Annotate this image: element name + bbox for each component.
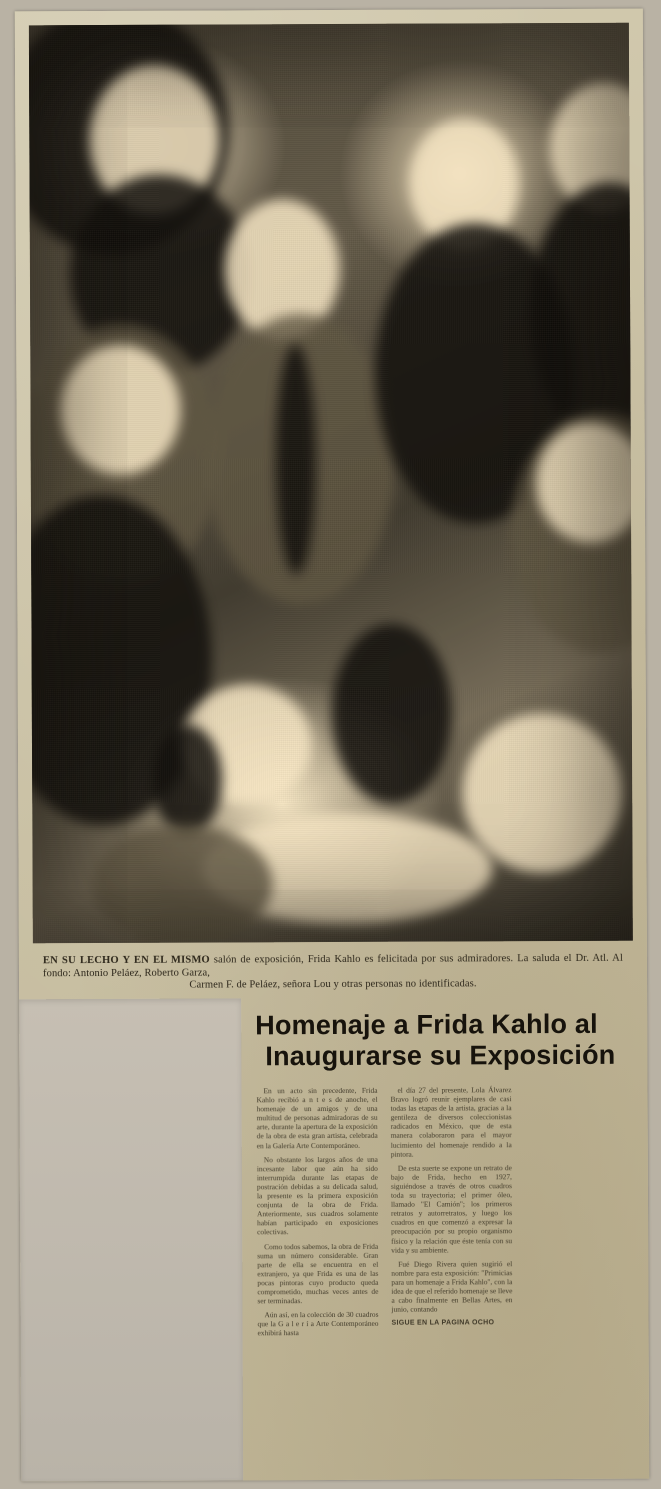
caption-rest: salón de exposición, Frida Kahlo es felicitada por sus admiradores. La saluda el Dr. Atl. Al fondo: Antonio Peláez, Roberto Garza,: [42, 952, 623, 979]
frida-kahlo-exhibition-photograph: [29, 23, 633, 944]
article-column-2: [390, 1085, 512, 1342]
headline-line-1: Homenaje a Frida Kahlo al: [255, 1008, 598, 1041]
article: [247, 1009, 640, 1343]
headline-line-2: Inaugurarse su Exposición: [265, 1039, 616, 1072]
article-columns: [247, 1085, 640, 1343]
caption-line3: Carmen F. de Peláez, señora Lou y otras personas no identificadas.: [189, 978, 477, 991]
paragraph: De esta suerte se expone un retrato de bajo de Frida, hecho en 1927, siguiéndose a través de otros cuadros toda su trayectoria; el primer óleo, llamado "El Camión"; los primeros retratos y autorretratos, y luego los cuadros en que comenzó a expresar la preocupación por su propio organismo físico y la relación que éste tenía con su vida y su ambiente.: [390, 1162, 513, 1255]
continuation-note: SIGUE EN LA PAGINA OCHO: [391, 1319, 495, 1327]
paragraph: No obstante los largos años de una incesante labor que aún ha sido interrumpida durante las etapas de postración debidas a su delicada salud, la presente es la primera exposición conjunta de la obra de Frida. Anteriormente, sus cuadros solamente habían participado en exposiciones colectivas.: [256, 1154, 379, 1237]
paragraph: En un acto sin precedente, Frida Kahlo recibió a n t e s de anoche, el homenaje de un amigos y de una multitud de personas admiradoras de su arte, durante la apertura de la exposición de la obra de esta gran artista, celebrada en la Galería Arte Contemporáneo.: [256, 1085, 378, 1150]
newspaper-clipping: [15, 9, 649, 1482]
torn-paper-corner: [19, 998, 243, 1481]
caption-lead: EN SU LECHO Y EN EL MISMO: [42, 954, 210, 967]
article-column-1: [256, 1086, 378, 1343]
paragraph: Fué Diego Rivera quien sugirió el nombre para esta exposición: "Primicias para un homenaje a Frida Kahlo", con la idea de que el referido homenaje se lleve a cabo finalmente en Bellas Artes, en junio, contando: [391, 1258, 513, 1314]
paragraph: el día 27 del presente, Lola Álvarez Bravo logró reunir ejemplares de casi todas las etapas de la artista, gracias a la gentileza de diversos coleccionistas radicados en México, que de esta manera colaboraron para el mayor lucimiento del homenaje rendido a la pintora.: [390, 1085, 512, 1159]
paragraph: Como todos sabemos, la obra de Frida suma un número considerable. Gran parte de ella se encuentra en el extranjero, ya que Frida es una de las pocas pintoras cuyo producto queda comprometido, muchas veces antes de ser terminadas.: [257, 1241, 379, 1306]
paragraph: Aún así, en la colección de 30 cuadros que la G a l e r í a Arte Contemporáneo exhibirá hasta: [257, 1309, 379, 1338]
photo-caption: [43, 953, 623, 993]
article-headline: [247, 1009, 639, 1073]
photo-vignette: [29, 23, 633, 944]
